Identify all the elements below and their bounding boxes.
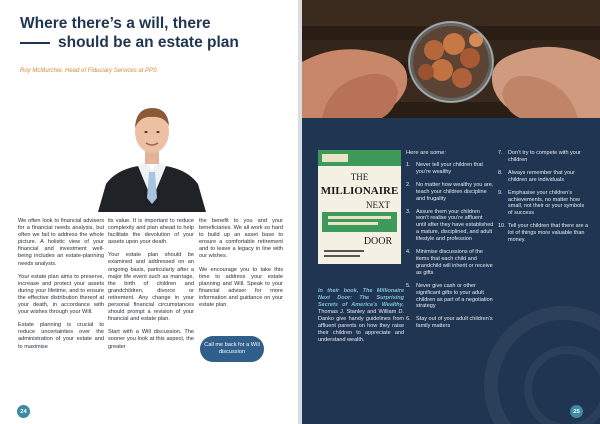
author-portrait xyxy=(92,88,212,212)
book-title-door: DOOR xyxy=(363,236,393,247)
left-page xyxy=(0,0,298,424)
book-caption-lead: In their book, The Millionaire Next Door: The Surprising Secrets of America’s Wealthy, xyxy=(318,288,404,308)
column-2 xyxy=(108,218,194,357)
tips-intro: Here are some: xyxy=(406,150,446,156)
title-line-1: Where there’s a will, there xyxy=(20,15,211,32)
tips-list-2 xyxy=(498,150,590,250)
page-number-left: 24 xyxy=(17,405,30,418)
book-caption xyxy=(318,288,404,344)
tips-list-1 xyxy=(406,162,494,336)
call-back-button[interactable] xyxy=(200,336,264,362)
paragraph: Estate planning is crucial to reduce uncertainties over the administration of your estate and to maximise xyxy=(18,322,104,350)
right-page xyxy=(302,0,600,424)
column-1 xyxy=(18,218,104,357)
title-line-2: should be an estate plan xyxy=(20,33,290,52)
coin-jar-photo xyxy=(302,0,600,118)
book-title-the: THE xyxy=(350,172,369,182)
column-3 xyxy=(199,218,283,315)
paragraph: the benefit to you and your beneficiaries. We all work so hard to build up an asset base to ensure a comfortable retirement and to leave a legacy in line with our wishes. xyxy=(199,218,283,260)
author-byline: Roy McMurchie, Head of Fiduciary Services at PPS xyxy=(20,68,158,74)
list-item: 10. Tell your children that there are a lot of things more valuable than money. xyxy=(498,223,589,244)
book-title-next: NEXT xyxy=(366,200,390,210)
paragraph: Your estate plan should be examined and addressed on an ongoing basis, particularly after a major life event such as marriage, the birth of children and grandchildren, divorce or retirement. Any change in your personal financial circumstances should prompt a revision of your financial and estate plan. xyxy=(108,252,194,323)
list-item: 9. Emphasise your children’s achievements, no matter how small, not their or your symbols of success xyxy=(498,189,585,217)
list-item: 7. Don’t try to compete with your children xyxy=(498,150,581,163)
book-title-millionaire: MILLIONAIRE xyxy=(320,185,399,197)
paragraph: Start with a Will discussion. The sooner you look at this aspect, the greater xyxy=(108,329,194,350)
call-back-label: Call me back for a Will discussion xyxy=(204,342,260,355)
list-item: 3. Assure them your children won’t realise you’re affluent until after they have established a mature, disciplined, and adult lifestyle and profession xyxy=(406,208,494,243)
list-item: 6. Stay out of your adult children’s family matters xyxy=(406,316,493,330)
list-item: 2. No matter how wealthy you are, teach your children discipline and frugality xyxy=(406,181,494,202)
paragraph: its value. It is important to reduce complexity and plan ahead to help facilitate the devolution of your assets upon your death. xyxy=(108,218,194,246)
paragraph: Your estate plan aims to preserve, increase and protect your assets during your lifetime, and to ensure the effective distribution thereof at your death, in accordance with your wishes through your Will. xyxy=(18,273,104,316)
book-cover xyxy=(318,150,401,264)
page-number-right: 25 xyxy=(570,405,583,418)
paragraph: We encourage you to take this time to address your estate planning and Will. Speak to your financial adviser for more information and guidance on your estate plan. xyxy=(199,266,283,309)
list-item: 5. Never give cash or other significant gifts to your adult children as part of a negotiation strategy xyxy=(406,282,493,310)
list-item: 4. Minimise discussions of the items that each child and grandchild will inherit or receive as gifts xyxy=(406,249,493,276)
list-item: 1. Never tell your children that you’re wealthy xyxy=(406,162,483,175)
book-caption-rest: Thomas J. Stanley and William D. Danko give handy guidelines from affluent parents on how they raise their children to appreciate and understand wealth. xyxy=(318,309,404,343)
paragraph: We often look to financial advisers for a financial needs analysis, but often we fail to address the whole picture. A holistic view of your financial and investment well-being includes an estate-planning needs analysis. xyxy=(18,218,104,267)
article-title xyxy=(20,14,290,52)
list-item: 8. Always remember that your children are individuals xyxy=(498,169,575,183)
